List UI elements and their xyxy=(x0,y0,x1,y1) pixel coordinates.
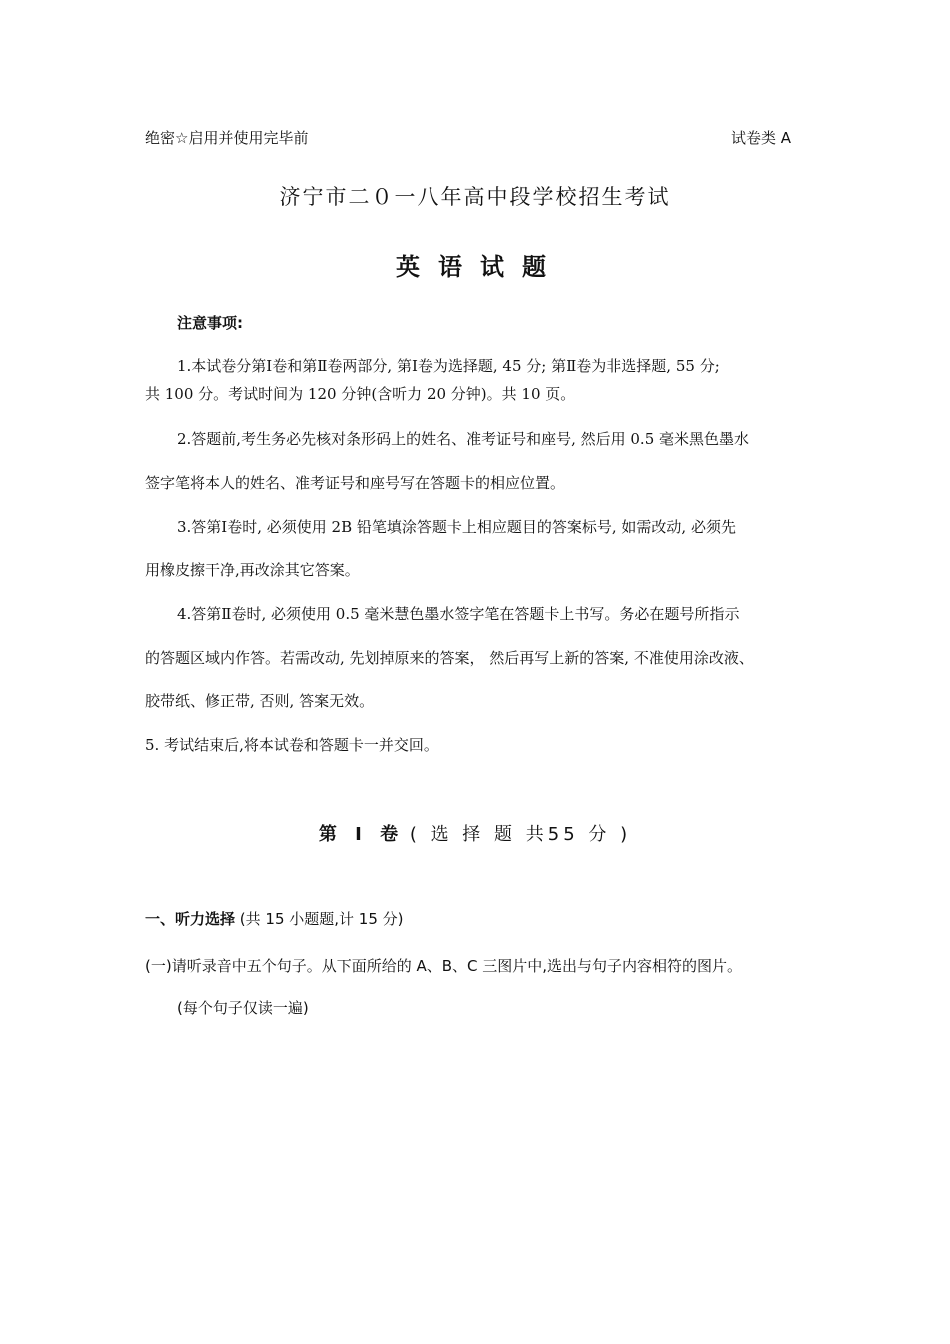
notice-heading: 注意事项: xyxy=(177,314,243,332)
notice-line-3: 2.答题前,考生务必先核对条形码上的姓名、准考证号和座号, 然后用 0.5 毫米黑色墨水 xyxy=(177,430,750,448)
notice-line-9: 胶带纸、修正带, 否则, 答案无效。 xyxy=(145,692,375,710)
notice-line-4: 签字笔将本人的姓名、准考证号和座号写在答题卡的相应位置。 xyxy=(145,474,566,492)
part1-heading xyxy=(145,908,404,929)
notice-line-7: 4.答第Ⅱ卷时, 必须使用 0.5 毫米慧色墨水签字笔在答题卡上书写。务必在题号所指示 xyxy=(177,605,740,623)
exam-title: 济宁市二０一八年高中段学校招生考试 xyxy=(279,185,671,209)
subject-title: 英语试题 xyxy=(396,253,564,281)
paper-type-label: 试卷类 A xyxy=(731,129,792,147)
notice-line-10: 5. 考试结束后,将本试卷和答题卡一并交回。 xyxy=(145,736,439,754)
notice-line-2: 共 100 分。考试时间为 120 分钟(含听力 20 分钟)。共 10 页。 xyxy=(145,385,576,403)
part1-note: (每个句子仅读一遍) xyxy=(177,999,309,1017)
notice-line-5: 3.答第Ⅰ卷时, 必须使用 2B 铅笔填涂答题卡上相应题目的答案标号, 如需改动, 必须先 xyxy=(177,518,736,536)
part1-heading-title: 一、听力选择 xyxy=(145,910,236,928)
section-subtitle: ( 选 择 题 共55 分 ) xyxy=(409,824,632,845)
part1-instruction: (一)请听录音中五个句子。从下面所给的 A、B、C 三图片中,选出与句子内容相符的图片。 xyxy=(145,957,743,975)
section-title xyxy=(0,820,950,846)
notice-line-6: 用橡皮擦干净,再改涂其它答案。 xyxy=(145,561,360,579)
notice-line-1: 1.本试卷分第Ⅰ卷和第Ⅱ卷两部分, 第Ⅰ卷为选择题, 45 分; 第Ⅱ卷为非选择题, 55 分; xyxy=(177,357,720,375)
notice-line-8: 的答题区域内作答。若需改动, 先划掉原来的答案， 然后再写上新的答案, 不准使用涂改液、 xyxy=(145,649,754,667)
section-volume: 第 Ⅰ 卷 xyxy=(318,824,405,845)
part1-heading-detail: (共 15 小题题,计 15 分) xyxy=(239,910,404,928)
secret-mark: 绝密☆启用并使用完毕前 xyxy=(145,129,309,147)
